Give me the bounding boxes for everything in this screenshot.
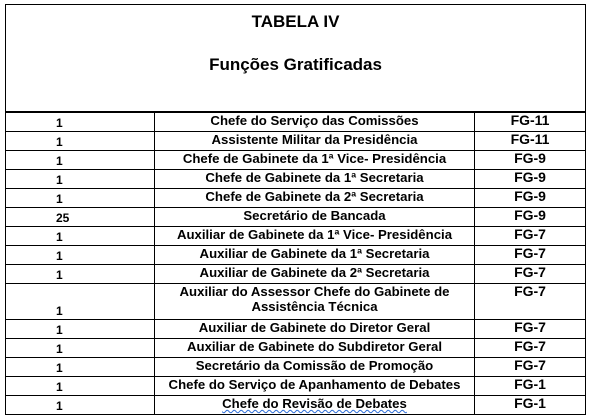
table-body — [6, 112, 586, 415]
quantity-cell — [6, 339, 155, 358]
quantity-cell — [6, 396, 155, 415]
quantity-text: 1 — [56, 380, 63, 394]
quantity-text: 1 — [56, 304, 63, 318]
function-name-cell — [155, 396, 475, 415]
quantity-cell — [6, 132, 155, 151]
quantity-text: 1 — [56, 399, 63, 413]
grade-code-text: FG-7 — [514, 319, 546, 335]
grade-code-cell — [475, 396, 586, 415]
grade-code-cell — [475, 265, 586, 284]
grade-code-text: FG-7 — [514, 338, 546, 354]
function-name-text: Chefe do Serviço das Comissões — [210, 113, 419, 128]
quantity-cell — [6, 170, 155, 189]
quantity-text: 1 — [56, 342, 63, 356]
grade-code-text: FG-1 — [514, 395, 546, 411]
grade-code-cell — [475, 320, 586, 339]
grade-code-text: FG-7 — [514, 226, 546, 242]
grade-code-text: FG-7 — [514, 283, 546, 299]
function-name-text: Chefe de Gabinete da 2ª Secretaria — [205, 189, 424, 204]
table-title: TABELA IV — [251, 12, 340, 31]
function-name-cell — [155, 112, 475, 132]
function-name-text: Chefe do Serviço de Apanhamento de Debates — [168, 377, 461, 392]
grade-code-cell — [475, 246, 586, 265]
function-name-cell — [155, 377, 475, 396]
grade-code-text: FG-7 — [514, 357, 546, 373]
quantity-cell — [6, 320, 155, 339]
table-row — [6, 151, 586, 170]
table-header — [6, 5, 586, 113]
quantity-text: 1 — [56, 268, 63, 282]
grade-code-cell — [475, 208, 586, 227]
quantity-cell — [6, 377, 155, 396]
table-row — [6, 377, 586, 396]
quantity-text: 1 — [56, 192, 63, 206]
function-name-text: Chefe de Gabinete da 1ª Secretaria — [205, 170, 424, 185]
grade-code-cell — [475, 358, 586, 377]
function-name-text: Auxiliar de Gabinete da 1ª Vice- Presidência — [176, 227, 453, 242]
function-name-text: Secretário da Comissão de Promoção — [195, 358, 434, 373]
function-name-cell — [155, 170, 475, 189]
grade-code-cell — [475, 112, 586, 132]
function-name-text: Auxiliar do Assessor Chefe do Gabinete de Assistência Técnica — [179, 284, 450, 314]
grade-code-text: FG-7 — [514, 264, 546, 280]
quantity-text: 1 — [56, 323, 63, 337]
quantity-cell — [6, 358, 155, 377]
function-name-text: Auxiliar de Gabinete do Diretor Geral — [198, 320, 431, 335]
grade-code-text: FG-9 — [514, 150, 546, 166]
table-row — [6, 227, 586, 246]
quantity-text: 1 — [56, 230, 63, 244]
quantity-cell — [6, 227, 155, 246]
grade-code-cell — [475, 151, 586, 170]
quantity-cell — [6, 284, 155, 320]
document-sheet — [5, 4, 585, 415]
functions-table — [5, 4, 586, 415]
function-name-text: Auxiliar de Gabinete da 1ª Secretaria — [199, 246, 430, 261]
quantity-cell — [6, 208, 155, 227]
table-row — [6, 396, 586, 415]
grade-code-cell — [475, 284, 586, 320]
function-name-cell — [155, 132, 475, 151]
grade-code-text: FG-11 — [510, 112, 550, 128]
table-row — [6, 189, 586, 208]
function-name-text: Auxiliar de Gabinete do Subdiretor Geral — [186, 339, 442, 354]
quantity-text: 1 — [56, 361, 63, 375]
grade-code-text: FG-9 — [514, 207, 546, 223]
grade-code-cell — [475, 132, 586, 151]
function-name-cell — [155, 189, 475, 208]
grade-code-text: FG-1 — [514, 376, 546, 392]
function-name-cell — [155, 208, 475, 227]
function-name-cell — [155, 284, 475, 320]
table-row — [6, 246, 586, 265]
quantity-cell — [6, 189, 155, 208]
table-row — [6, 284, 586, 320]
table-row — [6, 112, 586, 132]
table-row — [6, 339, 586, 358]
quantity-text: 1 — [56, 116, 63, 130]
function-name-cell — [155, 246, 475, 265]
grade-code-text: FG-9 — [514, 169, 546, 185]
grade-code-text: FG-11 — [510, 131, 550, 147]
function-name-cell — [155, 227, 475, 246]
quantity-text: 1 — [56, 135, 63, 149]
quantity-cell — [6, 265, 155, 284]
grade-code-cell — [475, 227, 586, 246]
table-row — [6, 358, 586, 377]
table-row — [6, 132, 586, 151]
quantity-text: 1 — [56, 249, 63, 263]
function-name-text: Chefe do Revisão de Debates — [222, 396, 407, 411]
function-name-text: Secretário de Bancada — [243, 208, 386, 223]
function-name-text: Auxiliar de Gabinete da 2ª Secretaria — [199, 265, 430, 280]
quantity-cell — [6, 151, 155, 170]
grade-code-text: FG-7 — [514, 245, 546, 261]
function-name-cell — [155, 320, 475, 339]
grade-code-cell — [475, 189, 586, 208]
function-name-text: Assistente Militar da Presidência — [211, 132, 418, 147]
quantity-cell — [6, 246, 155, 265]
function-name-cell — [155, 151, 475, 170]
table-subtitle: Funções Gratificadas — [209, 55, 382, 74]
function-name-text: Chefe de Gabinete da 1ª Vice- Presidência — [182, 151, 447, 166]
grade-code-cell — [475, 339, 586, 358]
quantity-text: 1 — [56, 173, 63, 187]
table-row — [6, 320, 586, 339]
quantity-text: 25 — [56, 211, 70, 225]
quantity-cell — [6, 112, 155, 132]
table-row — [6, 170, 586, 189]
quantity-text: 1 — [56, 154, 63, 168]
function-name-cell — [155, 339, 475, 358]
function-name-cell — [155, 265, 475, 284]
table-row — [6, 208, 586, 227]
grade-code-cell — [475, 170, 586, 189]
grade-code-cell — [475, 377, 586, 396]
table-header-row — [6, 5, 586, 113]
grade-code-text: FG-9 — [514, 188, 546, 204]
function-name-cell — [155, 358, 475, 377]
table-row — [6, 265, 586, 284]
